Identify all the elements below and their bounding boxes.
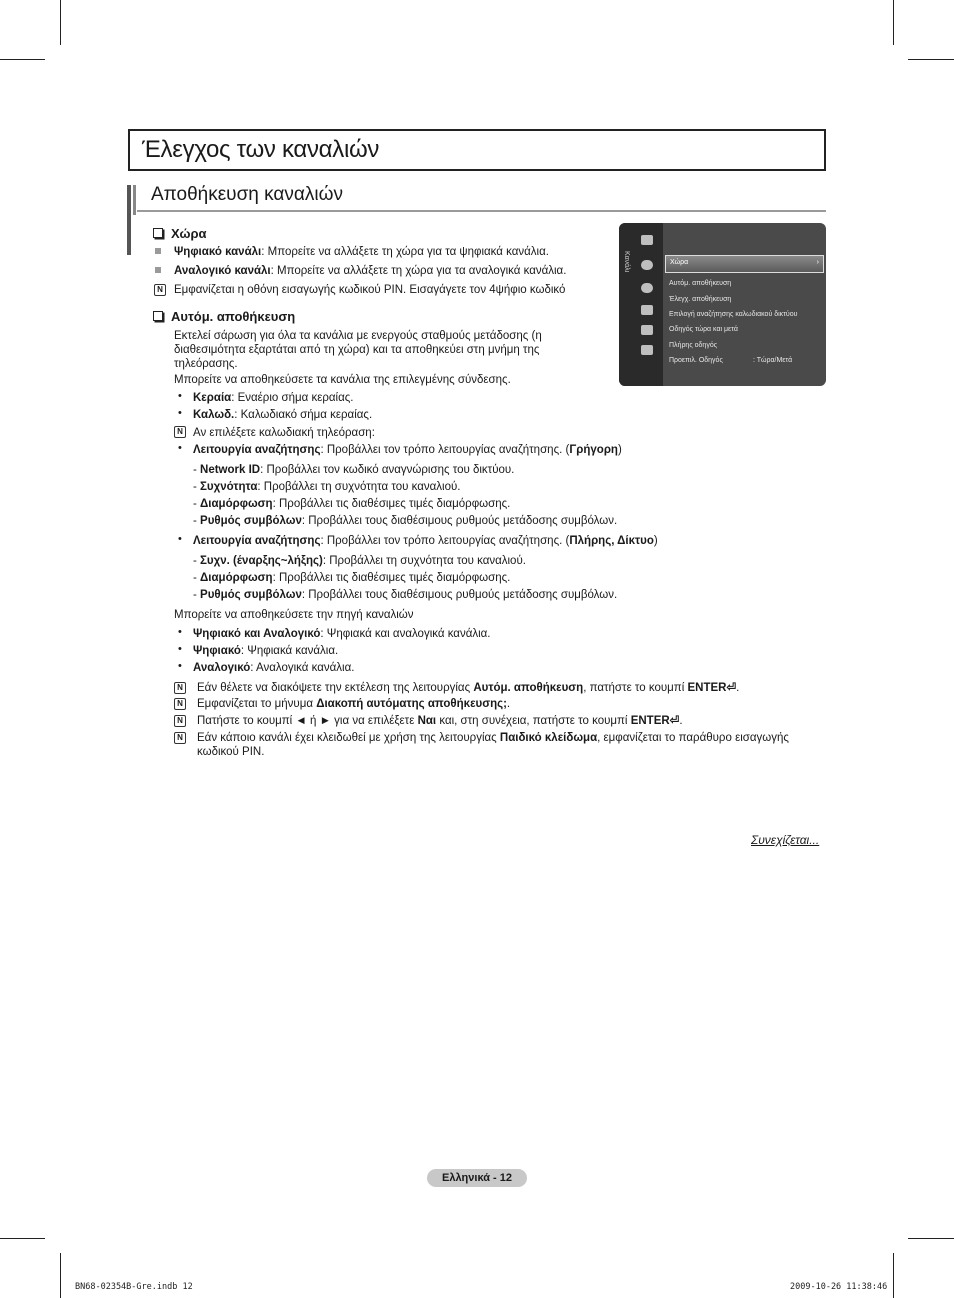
list-item: Λειτουργία αναζήτησης: Προβάλλει τον τρόπο λειτουργίας αναζήτησης. (Πλήρης, Δίκτυο) [193,535,658,547]
osd-menu-item[interactable]: Προεπιλ. Οδηγός [669,357,723,364]
checkbox-icon [153,228,163,238]
gear-icon [641,283,653,293]
note-icon: N [174,732,186,744]
crop-mark [908,1238,954,1239]
crop-mark [0,1238,45,1239]
crop-mark [893,1253,894,1298]
enter-icon: ⏎ [726,682,737,694]
continued-link: Συνεχίζεται... [751,833,820,847]
bullet: • [178,407,182,419]
page-number: Ελληνικά - 12 [427,1169,527,1187]
bullet: • [178,643,182,655]
section-bar [133,185,136,215]
note-text: Εάν θέλετε να διακόψετε την εκτέλεση της λειτουργίας Αυτόμ. αποθήκευση, πατήστε το κουμπί ENTER⏎. [197,682,740,694]
crop-mark [60,1253,61,1298]
print-meta-left: BN68-02354B-Gre.indb 12 [75,1282,193,1292]
application-icon [641,325,653,335]
paragraph-line: Μπορείτε να αποθηκεύσετε την πηγή καναλιών [174,609,414,621]
note-icon: N [174,698,186,710]
section-title: Αποθήκευση καναλιών [151,184,343,205]
list-item: - Ρυθμός συμβόλων: Προβάλλει τους διαθέσιμους ρυθμούς μετάδοσης συμβόλων. [193,589,618,601]
bullet: • [178,442,182,454]
bullet: • [178,660,182,672]
paragraph-line: Εκτελεί σάρωση για όλα τα κανάλια με ενεργούς σταθμούς μετάδοσης (η [174,330,542,342]
osd-menu-item[interactable]: Έλεγχ. αποθήκευση [669,296,732,303]
paragraph-line: διαθεσιμότητα εξαρτάται από τη χώρα) και τα αποθηκεύει στη μνήμη της [174,344,540,356]
print-meta-right: 2009-10-26 11:38:46 [790,1282,888,1292]
osd-menu-item[interactable]: Αυτόμ. αποθήκευση [669,280,732,287]
enter-icon: ⏎ [669,715,680,727]
list-item: Ψηφιακό κανάλι: Μπορείτε να αλλάξετε τη χώρα για τα ψηφιακά κανάλια. [174,246,549,258]
list-item: - Network ID: Προβάλλει τον κωδικό αναγνώρισης του δικτύου. [193,464,515,476]
channel-icon [641,260,653,270]
country-heading: Χώρα [153,226,207,241]
note-text: Εμφανίζεται η οθόνη εισαγωγής κωδικού PIN. Εισαγάγετε τον 4ψήφιο κωδικό [174,284,566,296]
note-text: Αν επιλέξετε καλωδιακή τηλεόραση: [193,427,375,439]
page-title: Έλεγχος των καναλιών [142,136,380,163]
crop-mark [908,59,954,60]
note-icon: N [174,682,186,694]
square-bullet-icon [155,267,161,273]
bullet: • [178,533,182,545]
section-divider [137,210,826,212]
osd-menu-value: : Τώρα/Μετά [753,357,793,364]
crop-mark [60,0,61,45]
list-item: Κεραία: Εναέριο σήμα κεραίας. [193,392,354,404]
osd-menu-item[interactable]: Οδηγός τώρα και μετά [669,326,738,333]
crop-mark [893,0,894,45]
tv-menu-screenshot [619,223,826,386]
note-text: κωδικού PIN. [197,746,265,758]
list-item: - Διαμόρφωση: Προβάλλει τις διαθέσιμες τιμές διαμόρφωσης. [193,572,511,584]
picture-icon [641,235,653,245]
osd-menu-item[interactable]: Επιλογή αναζήτησης καλωδιακού δικτύου [669,311,798,318]
crop-mark [0,59,45,60]
list-item: Ψηφιακό: Ψηφιακά κανάλια. [193,645,339,657]
bullet: • [178,626,182,638]
list-item: Ψηφιακό και Αναλογικό: Ψηφιακά και αναλογικά κανάλια. [193,628,491,640]
square-bullet-icon [155,248,161,254]
auto-store-heading: Αυτόμ. αποθήκευση [153,309,295,324]
paragraph-line: Μπορείτε να αποθηκεύσετε τα κανάλια της επιλεγμένης σύνδεσης. [174,374,511,386]
input-icon [641,305,653,315]
list-item: - Συχν. (έναρξης~λήξης): Προβάλλει τη συχνότητα του καναλιού. [193,555,526,567]
list-item: Καλωδ.: Καλωδιακό σήμα κεραίας. [193,409,373,421]
note-text: Πατήστε το κουμπί ◄ ή ► για να επιλέξετε Ναι και, στη συνέχεια, πατήστε το κουμπί ENTER⏎. [197,715,683,727]
note-text: Εάν κάποιο κανάλι έχει κλειδωθεί με χρήση της λειτουργίας Παιδικό κλείδωμα, εμφανίζεται το παράθυρο εισαγωγής [197,732,789,744]
note-icon: N [174,715,186,727]
list-item: - Ρυθμός συμβόλων: Προβάλλει τους διαθέσιμους ρυθμούς μετάδοσης συμβόλων. [193,515,618,527]
list-item: Αναλογικό κανάλι: Μπορείτε να αλλάξετε τη χώρα για τα αναλογικά κανάλια. [174,265,567,277]
note-icon: N [174,426,186,438]
osd-selected-item[interactable]: Χώρα › [665,255,824,273]
osd-menu-item[interactable]: Πλήρης οδηγός [669,342,718,349]
section-bar [127,185,131,255]
note-text: Εμφανίζεται το μήνυμα Διακοπή αυτόματης αποθήκευσης;. [197,698,511,710]
checkbox-icon [153,311,163,321]
paragraph-line: τηλεόρασης. [174,358,238,370]
bullet: • [178,390,182,402]
osd-side-label: Κανάλι [623,251,630,273]
list-item: - Συχνότητα: Προβάλλει τη συχνότητα του καναλιού. [193,481,461,493]
chevron-right-icon: › [816,259,819,266]
page-title-box [128,129,826,171]
list-item: - Διαμόρφωση: Προβάλλει τις διαθέσιμες τιμές διαμόρφωσης. [193,498,511,510]
list-item: Λειτουργία αναζήτησης: Προβάλλει τον τρόπο λειτουργίας αναζήτησης. (Γρήγορη) [193,444,622,456]
support-icon [641,345,653,355]
list-item: Αναλογικό: Αναλογικά κανάλια. [193,662,355,674]
note-icon: N [154,284,166,296]
